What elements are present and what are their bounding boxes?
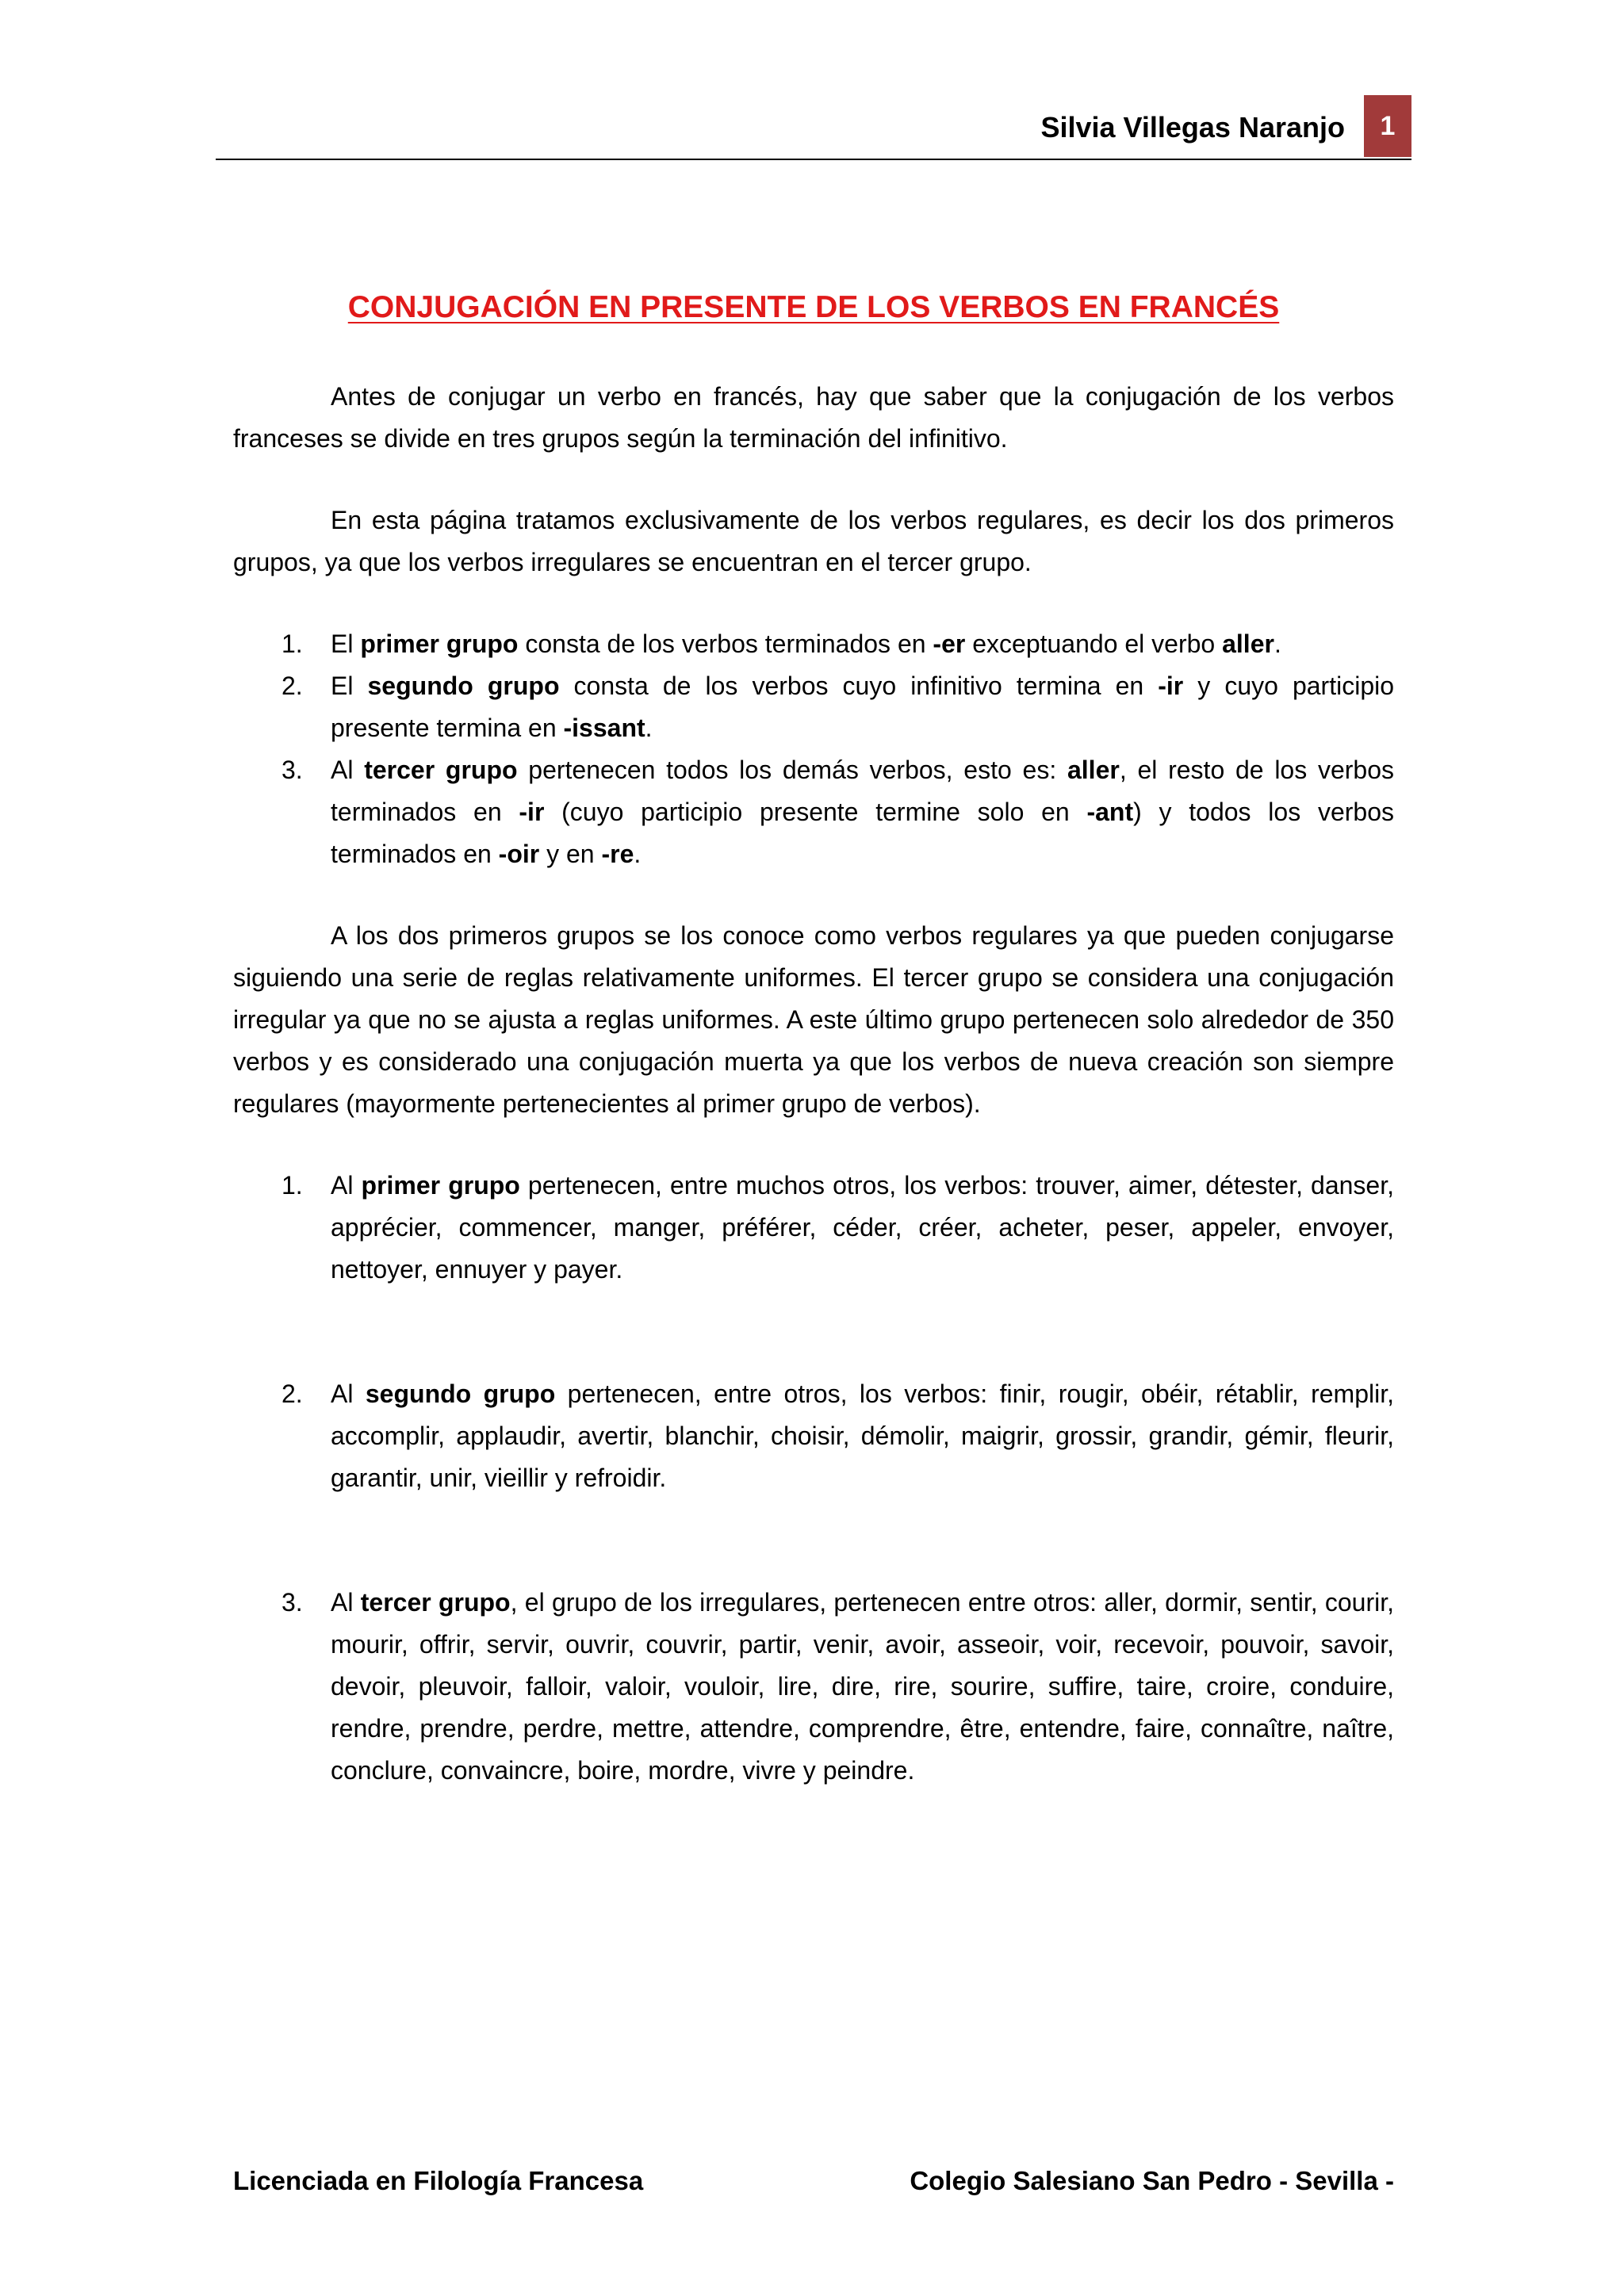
verb-aller: aller (1222, 629, 1274, 658)
document-title: CONJUGACIÓN EN PRESENTE DE LOS VERBOS EN FRANCÉS (347, 290, 1280, 324)
verb-ending: -er (933, 629, 966, 658)
examples-list (233, 1582, 1394, 1792)
list-item: 1. El primer grupo consta de los verbos terminados en -er exceptuando el verbo aller. (233, 623, 1394, 665)
verb-ending: -re (601, 840, 634, 868)
verb-examples: , el grupo de los irregulares, pertenecen entre otros: aller, dormir, sentir, courir, mourir, offrir, servir, ouvrir, couvrir, partir, venir, avoir, asseoir, voir, recevoir, pouvoir, savoir, devoir, pleuvoir, falloir, valoir, vouloir, lire, dire, rire, sourire, suffire, taire, croire, conduire, rendre, prendre, perdre, mettre, attendre, comprendre, être, entendre, faire, connaître, naître, conclure, convaincre, boire, mordre, vivre y peindre. (331, 1588, 1395, 1785)
page-header (216, 94, 1411, 160)
footer-school: Colegio Salesiano San Pedro - Sevilla - (910, 2166, 1394, 2195)
group-name: primer grupo (361, 1171, 520, 1200)
list-number: 2. (282, 1380, 303, 1408)
verb-ending: -oir (498, 840, 540, 868)
group-name: tercer grupo (364, 756, 518, 784)
list-number: 3. (282, 756, 303, 784)
list-item: 3. Al tercer grupo, el grupo de los irregulares, pertenecen entre otros: aller, dormir, sentir, courir, mourir, offrir, servir, ouvrir, couvrir, partir, venir, avoir, asseoir, voir, recevoir, pouvoir, savoir, devoir, pleuvoir, falloir, valoir, vouloir, lire, dire, rire, sourire, suffire, taire, croire, conduire, rendre, prendre, perdre, mettre, attendre, comprendre, être, entendre, faire, connaître, naître, conclure, convaincre, boire, mordre, vivre y peindre. (233, 1582, 1394, 1792)
verb-aller: aller (1067, 756, 1120, 784)
verb-examples: pertenecen, entre otros, los verbos: finir, rougir, obéir, rétablir, remplir, accomplir, applaudir, avertir, blanchir, choisir, démolir, maigrir, grossir, grandir, gémir, fleurir, garantir, unir, vieillir y refroidir. (331, 1380, 1395, 1492)
verb-ending: -ir (519, 798, 545, 826)
participle-ending: -ant (1086, 798, 1134, 826)
header-author: Silvia Villegas Naranjo (1040, 111, 1345, 144)
regular-verbs-paragraph: A los dos primeros grupos se los conoce como verbos regulares ya que pueden conjugarse siguiendo una serie de reglas relativamente uniformes. El tercer grupo se considera una conjugación irregular ya que no se ajusta a reglas uniformes. A este último grupo pertenecen solo alrededor de 350 verbos y es considerado una conjugación muerta ya que los verbos de nueva creación son siempre regulares (mayormente pertenecientes al primer grupo de verbos). (233, 921, 1394, 1118)
verb-examples: pertenecen, entre muchos otros, los verbos: trouver, aimer, détester, danser, apprécier, commencer, manger, préférer, céder, créer, acheter, peser, appeler, envoyer, nettoyer, ennuyer y payer. (331, 1171, 1395, 1284)
document-body (233, 376, 1394, 1792)
list-number: 1. (282, 1171, 303, 1200)
verb-ending: -ir (1158, 672, 1184, 700)
group-name: segundo grupo (365, 1380, 556, 1408)
groups-list (233, 623, 1394, 875)
examples-list (233, 1373, 1394, 1499)
examples-list (233, 1165, 1394, 1291)
list-item: 2. Al segundo grupo pertenecen, entre otros, los verbos: finir, rougir, obéir, rétablir, remplir, accomplir, applaudir, avertir, blanchir, choisir, démolir, maigrir, grossir, grandir, gémir, fleurir, garantir, unir, vieillir y refroidir. (233, 1373, 1394, 1499)
intro-paragraph-1: Antes de conjugar un verbo en francés, hay que saber que la conjugación de los verbos franceses se divide en tres grupos según la terminación del infinitivo. (233, 382, 1394, 453)
list-item: 2. El segundo grupo consta de los verbos cuyo infinitivo termina en -ir y cuyo participio presente termina en -issant. (233, 665, 1394, 749)
list-number: 3. (282, 1588, 303, 1617)
footer-credentials: Licenciada en Filología Francesa (233, 2166, 644, 2195)
list-item: 1. Al primer grupo pertenecen, entre muchos otros, los verbos: trouver, aimer, détester, danser, apprécier, commencer, manger, préférer, céder, créer, acheter, peser, appeler, envoyer, nettoyer, ennuyer y payer. (233, 1165, 1394, 1291)
participle-ending: -issant (563, 714, 645, 742)
group-name: primer grupo (360, 629, 519, 658)
list-number: 2. (282, 672, 303, 700)
page-number-badge: 1 (1364, 95, 1411, 157)
list-number: 1. (282, 629, 303, 658)
group-name: tercer grupo (360, 1588, 511, 1617)
group-name: segundo grupo (367, 672, 560, 700)
list-item: 3. Al tercer grupo pertenecen todos los demás verbos, esto es: aller, el resto de los verbos terminados en -ir (cuyo participio presente termine solo en -ant) y todos los verbos terminados en -oir y en -re. (233, 749, 1394, 875)
intro-paragraph-2: En esta página tratamos exclusivamente de los verbos regulares, es decir los dos primeros grupos, ya que los verbos irregulares se encuentran en el tercer grupo. (233, 506, 1394, 576)
